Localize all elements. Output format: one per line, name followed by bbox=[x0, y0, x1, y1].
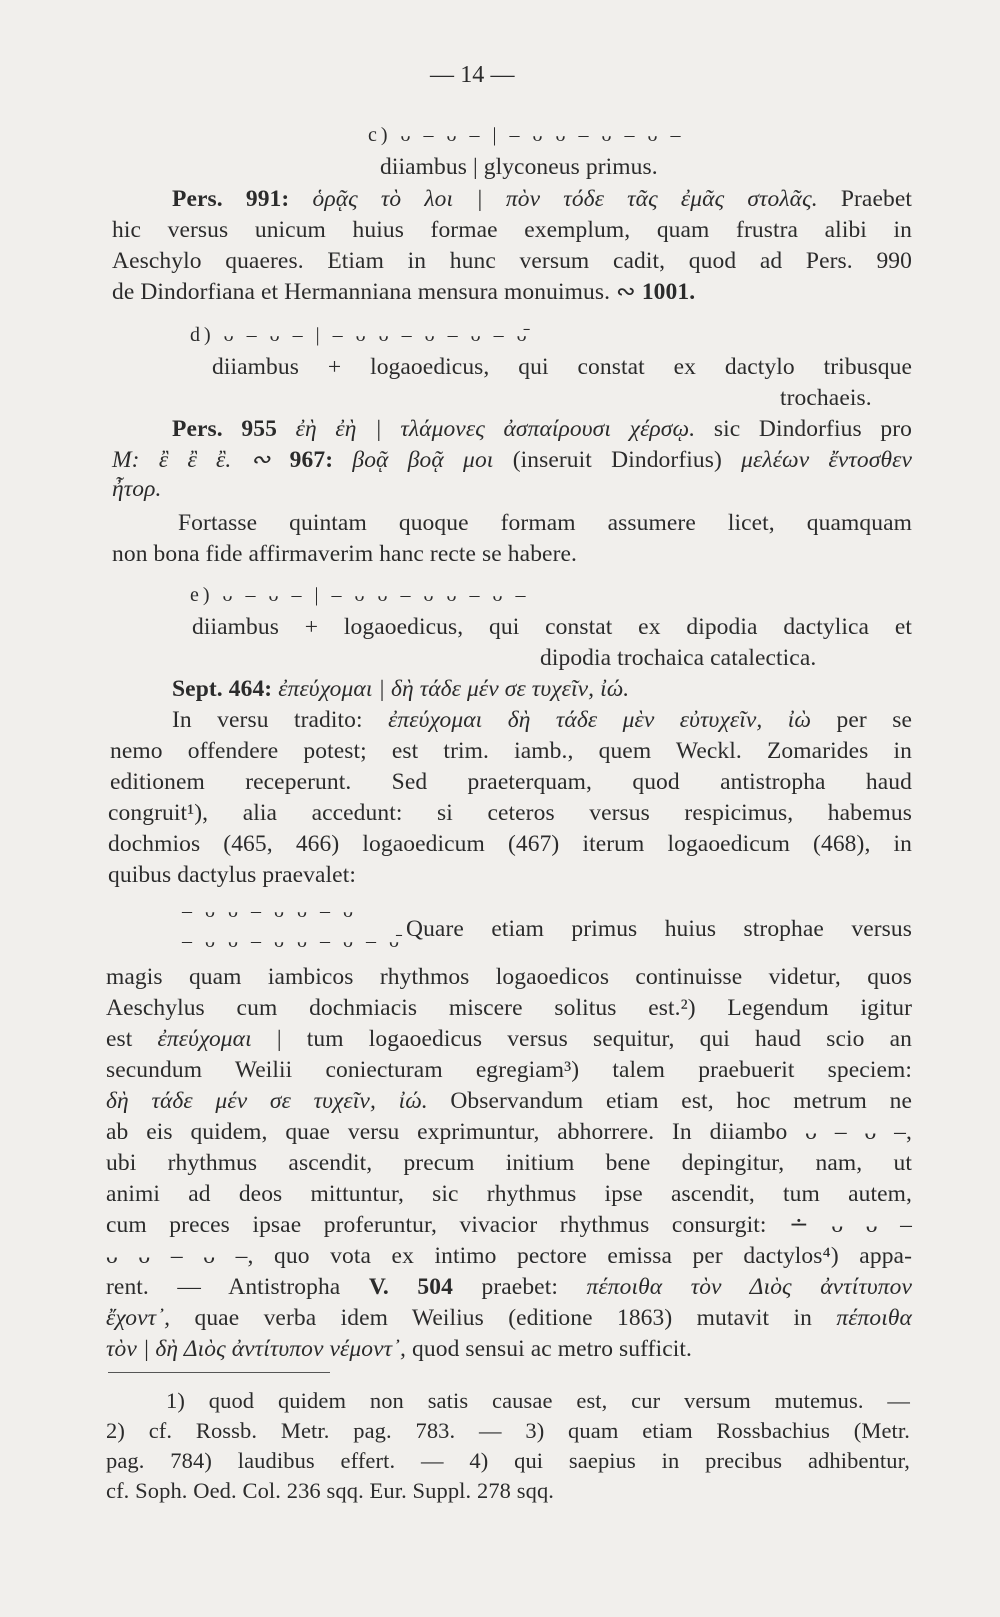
text-span: quod sensui ac metro sufficit. bbox=[412, 1336, 692, 1362]
text-line: hic versus unicum huius formae exemplum, quam frustra alibi in bbox=[112, 217, 912, 243]
text-line bbox=[106, 1272, 912, 1302]
text-span: per se bbox=[836, 707, 912, 733]
meter-scheme-b: – ᴗ ᴗ – ᴗ ᴗ – ᴗ – ᴗ̄ bbox=[182, 930, 403, 952]
page-number: — 14 — bbox=[430, 62, 515, 88]
meter-scheme-e: e) ᴗ – ᴗ – | – ᴗ ᴗ – ᴗ ᴗ – ᴗ – bbox=[190, 584, 530, 606]
text-line: ubi rhythmus ascendit, precum initium bene depingitur, nam, ut bbox=[106, 1150, 912, 1176]
footnote-line: 1) quod quidem non satis causae est, cur versum mutemus. — bbox=[166, 1388, 910, 1413]
footnote-line: cf. Soph. Oed. Col. 236 sqq. Eur. Suppl. 278 sqq. bbox=[106, 1478, 555, 1503]
citation: 1001. bbox=[641, 279, 696, 305]
text-line: animi ad deos mittuntur, sic rhythmus ipse ascendit, tum autem, bbox=[106, 1181, 912, 1207]
text-span: In versu tradito: bbox=[172, 707, 363, 733]
meter-description-e: dipodia trochaica catalectica. bbox=[540, 645, 817, 671]
footnote-line: 2) cf. Rossb. Metr. pag. 783. — 3) quam etiam Rossbachius (Metr. bbox=[106, 1418, 910, 1443]
text-line: ᴗ ᴗ – ᴗ –, quo vota ex intimo pectore emissa per dactylos⁴) appa- bbox=[106, 1243, 912, 1269]
text-line bbox=[172, 674, 629, 704]
text-line bbox=[112, 277, 695, 307]
text-line: quibus dactylus praevalet: bbox=[108, 862, 356, 888]
text-line: Aeschylo quaeres. Etiam in hunc versum cadit, quod ad Pers. 990 bbox=[112, 248, 912, 274]
footnote-divider bbox=[108, 1372, 330, 1373]
text-line bbox=[106, 1303, 912, 1333]
citation: V. 504 bbox=[368, 1274, 453, 1300]
meter-description-e: diiambus + logaoedicus, qui constat ex dipodia dactylica et bbox=[192, 614, 912, 640]
text-span: (inseruit Dindorfius) bbox=[512, 447, 722, 473]
greek-quote: ὁρᾷς τὸ λοι | πὸν τόδε τᾶς ἐμᾶς στολᾶς. bbox=[312, 186, 818, 212]
citation: Pers. 991: bbox=[172, 186, 290, 212]
text-line bbox=[106, 1086, 912, 1116]
text-span: quae verba idem Weilius (editione 1863) mutavit in bbox=[194, 1305, 812, 1331]
greek-quote: ἔχοντ᾽, bbox=[106, 1305, 171, 1331]
meter-description-d: diiambus + logaoedicus, qui constat ex dactylo tribusque bbox=[212, 354, 912, 380]
text-span: sic Dindorfius pro bbox=[713, 416, 912, 442]
citation: 967: bbox=[289, 447, 334, 473]
text-line: cum preces ipsae proferuntur, vivacior rhythmus consurgit: ∸ ᴗ ᴗ – bbox=[106, 1212, 912, 1238]
greek-quote: μελέων ἔντοσθεν bbox=[741, 447, 912, 473]
meter-description-c: diiambus | glyconeus primus. bbox=[380, 154, 658, 180]
greek-quote: ἐπεύχομαι | δὴ τάδε μέν σε τυχεῖν, ἰώ. bbox=[278, 676, 630, 702]
text-span: rent. — Antistropha bbox=[106, 1274, 341, 1300]
text-line: ab eis quidem, quae versu exprimuntur, abhorrere. In diiambo ᴗ – ᴗ –, bbox=[106, 1119, 912, 1145]
meter-description-d: trochaeis. bbox=[780, 385, 872, 411]
meter-scheme-a: – ᴗ ᴗ – ᴗ ᴗ – ᴗ bbox=[182, 900, 357, 922]
text-line: Quare etiam primus huius strophae versus bbox=[406, 916, 912, 942]
text-line bbox=[106, 1334, 692, 1364]
text-line: magis quam iambicos rhythmos logaoedicos continuisse videtur, quos bbox=[106, 964, 912, 990]
greek-quote: πέποιθα τὸν Διὸς ἀντίτυπον bbox=[586, 1274, 912, 1300]
greek-quote: βοᾷ βοᾷ μοι bbox=[352, 447, 494, 473]
greek-quote: πέποιθα bbox=[836, 1305, 912, 1331]
greek-quote: δὴ τάδε μέν σε τυχεῖν, ἰώ. bbox=[106, 1088, 428, 1114]
greek-quote: ἦτορ. bbox=[112, 476, 162, 502]
meter-scheme-d: d) ᴗ – ᴗ – | – ᴗ ᴗ – ᴗ – ᴗ – ᴗ̄ bbox=[190, 324, 531, 346]
meter-scheme-c: c) ᴗ – ᴗ – | – ᴗ ᴗ – ᴗ – ᴗ – bbox=[368, 124, 685, 146]
text-line bbox=[172, 184, 912, 214]
text-span: | tum logaoedicus versus sequitur, qui haud scio an bbox=[276, 1026, 912, 1052]
text-line: editionem receperunt. Sed praeterquam, quod antistropha haud bbox=[110, 769, 912, 795]
text-line: Fortasse quintam quoque formam assumere licet, quamquam bbox=[178, 510, 912, 536]
greek-quote: ἐπεύχομαι bbox=[157, 1026, 252, 1052]
greek-quote: M: ἒ ἒ ἒ. ∾ bbox=[112, 447, 271, 473]
text-line bbox=[172, 705, 912, 735]
text-line: dochmios (465, 466) logaoedicum (467) iterum logaoedicum (468), in bbox=[108, 831, 912, 857]
greek-quote: ἐπεύχομαι δὴ τάδε μὲν εὐτυχεῖν, ἰὼ bbox=[388, 707, 812, 733]
text-line: congruit¹), alia accedunt: si ceteros versus respicimus, habemus bbox=[108, 800, 912, 826]
text-span: de Dindorfiana et Hermanniana mensura monuimus. ∾ bbox=[112, 279, 636, 305]
text-span: est bbox=[106, 1026, 133, 1052]
text-line bbox=[172, 414, 912, 444]
text-line bbox=[112, 445, 912, 475]
text-span: Praebet bbox=[840, 186, 912, 212]
citation: Sept. 464: bbox=[172, 676, 273, 702]
greek-quote: τὸν | δὴ Διὸς ἀντίτυπον νέμοντ᾽, bbox=[106, 1336, 407, 1362]
text-line bbox=[106, 1024, 912, 1054]
citation: Pers. 955 bbox=[172, 416, 277, 442]
text-span: praebet: bbox=[481, 1274, 558, 1300]
footnote-line: pag. 784) laudibus effert. — 4) qui saepius in precibus adhibentur, bbox=[106, 1448, 910, 1473]
text-line: non bona fide affirmaverim hanc recte se habere. bbox=[112, 541, 578, 567]
greek-quote: ἐὴ ἐὴ | τλάμονες ἀσπαίρουσι χέρσῳ. bbox=[295, 416, 696, 442]
text-line: Aeschylus cum dochmiacis miscere solitus est.²) Legendum igitur bbox=[106, 995, 912, 1021]
text-span: Observandum etiam est, hoc metrum ne bbox=[450, 1088, 912, 1114]
text-line: nemo offendere potest; est trim. iamb., quem Weckl. Zomarides in bbox=[110, 738, 912, 764]
text-line: secundum Weilii coniecturam egregiam³) talem praebuerit speciem: bbox=[106, 1057, 912, 1083]
